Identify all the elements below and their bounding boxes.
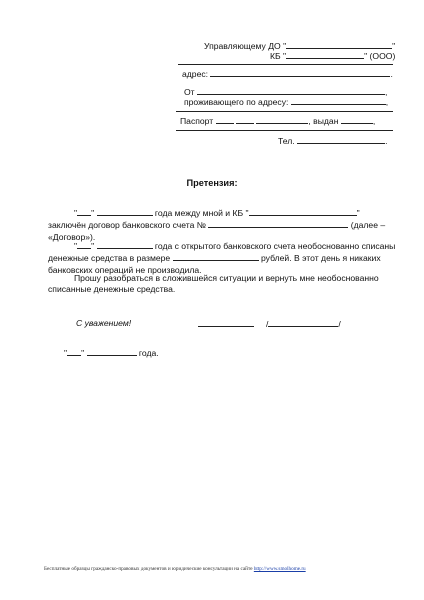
sender-address-blank [291, 96, 386, 105]
passport-line: Паспорт , выдан , [180, 116, 376, 126]
month-blank [97, 207, 153, 216]
day-blank [77, 207, 91, 216]
debit-day-blank [77, 240, 91, 249]
branch-name-blank [286, 40, 392, 49]
from-line: От , [184, 87, 388, 97]
bank-name-blank-2 [249, 207, 357, 216]
footer-note [44, 566, 306, 572]
passport-issuer-blank [341, 115, 373, 124]
bank-label: КБ " [270, 51, 287, 61]
header-rule-1 [178, 64, 393, 65]
from-label: От [184, 87, 195, 97]
date-day-blank [67, 347, 81, 356]
footer-link[interactable]: http://www.smolhome.ru [253, 566, 306, 572]
phone-label: Тел. [278, 136, 295, 146]
passport-issued-label: , выдан [308, 116, 339, 126]
passport-series-blank [216, 115, 234, 124]
bank-address-blank [210, 68, 390, 77]
residing-line: проживающего по адресу: , [184, 97, 389, 107]
phone-blank [297, 135, 385, 144]
bank-name-blank [286, 50, 364, 59]
addressee-branch-line: Управляющему ДО " " [204, 41, 396, 51]
debit-month-blank [97, 240, 153, 249]
footer-text: Бесплатные образцы гражданско-правовых документов и юридические консультации на сайте [44, 566, 253, 572]
paragraph-1: " " года между мной и КБ " " заключён договор банковского счета № (далее – «Договор»). [48, 208, 386, 242]
addressee-branch-label: Управляющему ДО " [204, 41, 287, 51]
sender-name-blank [197, 86, 385, 95]
date-line: " " года. [64, 348, 159, 358]
phone-line: Тел. . [278, 136, 388, 146]
residing-label: проживающего по адресу: [184, 97, 289, 107]
full-name-blank [268, 318, 338, 327]
regards-text: С уважением! [76, 318, 132, 328]
header-rule-2 [176, 111, 393, 112]
amount-blank [173, 252, 259, 261]
bank-address-line: адрес: . [182, 69, 393, 79]
signature-blank [198, 318, 254, 327]
paragraph-3: Прошу разобраться в сложившейся ситуации и вернуть мне необоснованно списанные денежные средства. [48, 273, 379, 295]
claim-title: Претензия: [186, 178, 238, 188]
bank-name-line: КБ " " (ООО) [270, 51, 396, 61]
paragraph-2: " " года с открытого банковского счета необоснованно списаны денежные средства в размере рублей. В этот день я никаких банковских операций не производила. [48, 241, 396, 275]
address-label: адрес: [182, 69, 209, 79]
signature-line: / / [198, 318, 341, 330]
passport-number-blank [256, 115, 308, 124]
contract-number-blank [208, 219, 348, 228]
passport-label: Паспорт [180, 116, 214, 126]
header-rule-3 [176, 130, 393, 131]
date-month-blank [87, 347, 137, 356]
